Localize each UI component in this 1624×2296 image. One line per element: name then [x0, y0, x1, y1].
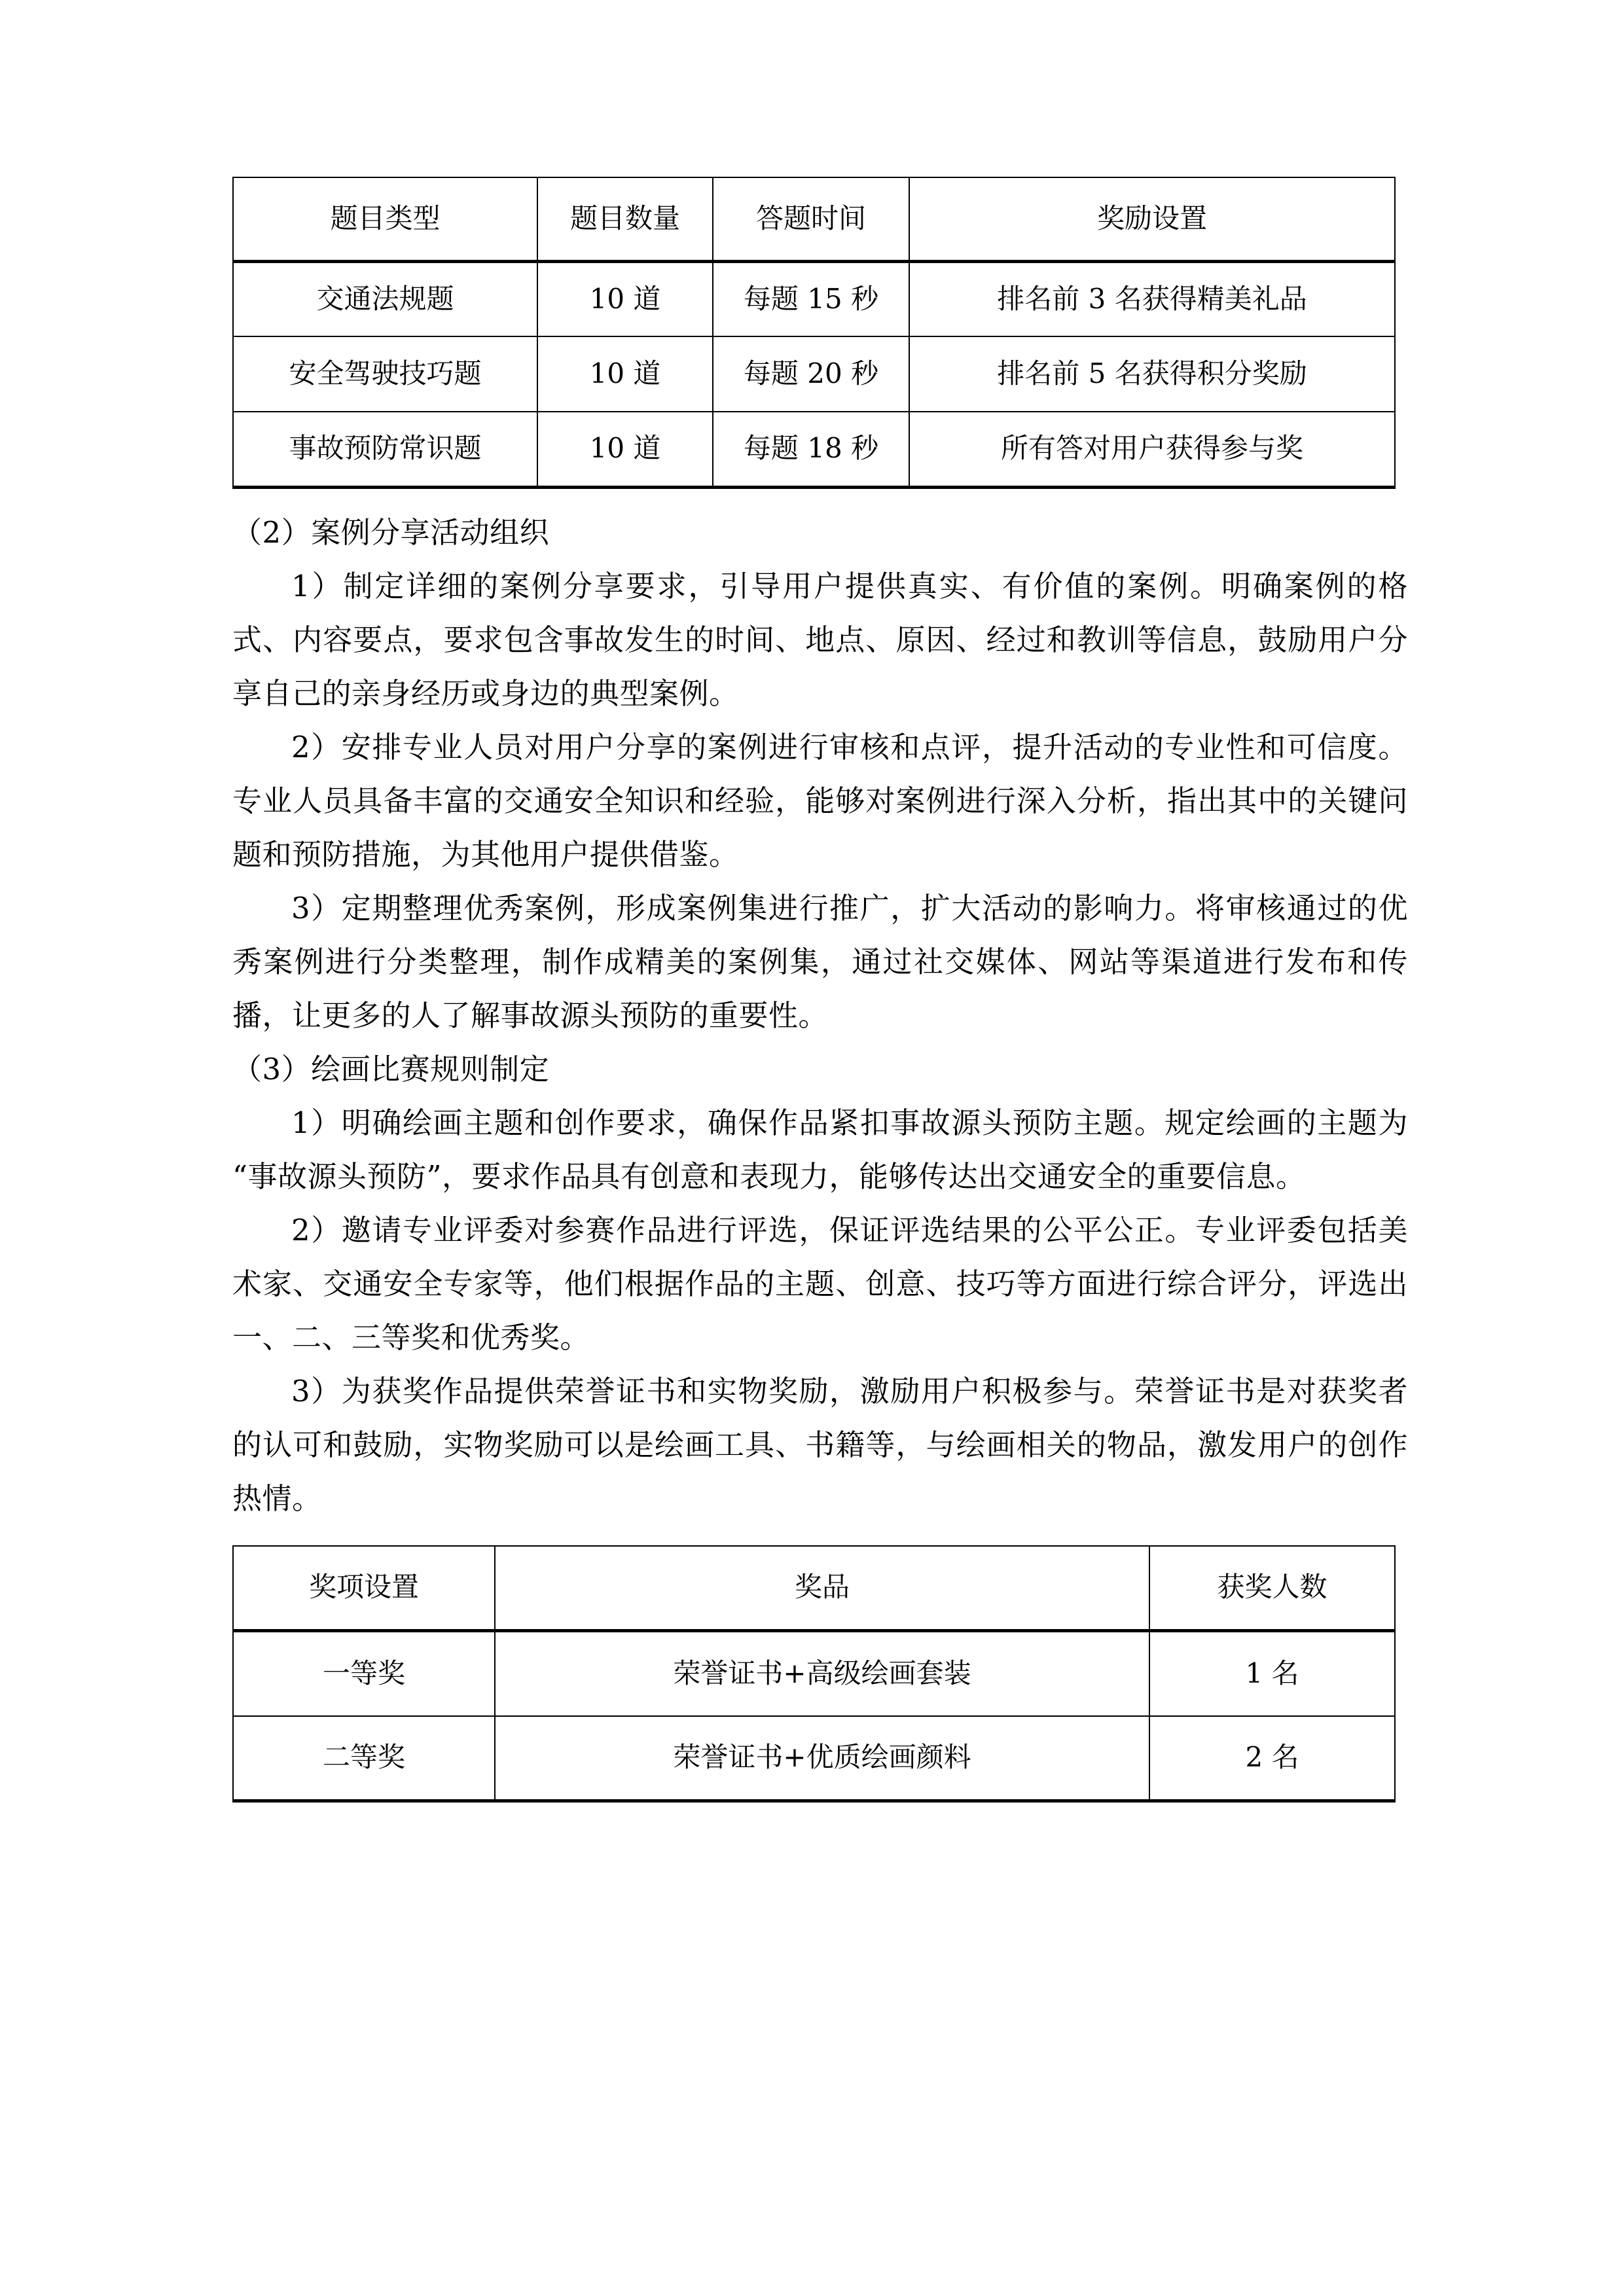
cell-question-count: 10 道: [537, 261, 713, 336]
prize-settings-table: [232, 1545, 1396, 1803]
cell-question-type: 安全驾驶技巧题: [233, 336, 537, 412]
cell-question-type: 交通法规题: [233, 261, 537, 336]
table-row: [233, 1716, 1395, 1801]
section-item-painting-contest-1: 1）明确绘画主题和创作要求，确保作品紧扣事故源头预防主题。规定绘画的主题为“事故源头预防”，要求作品具有创意和表现力，能够传达出交通安全的重要信息。: [232, 1105, 1408, 1194]
cell-question-type: 事故预防常识题: [233, 412, 537, 487]
table-row: [233, 412, 1395, 487]
spacer: [232, 489, 1408, 506]
section-item-case-sharing-2: 2）安排专业人员对用户分享的案例进行审核和点评，提升活动的专业性和可信度。专业人员具备丰富的交通安全知识和经验，能够对案例进行深入分析，指出其中的关键问题和预防措施，为其他用户提供借鉴。: [232, 729, 1408, 872]
cell-winner-count: 2 名: [1149, 1716, 1395, 1801]
cell-prize: 荣誉证书+优质绘画颜料: [495, 1716, 1149, 1801]
column-header-winner-count: 获奖人数: [1149, 1546, 1395, 1631]
table-header-row: [233, 1546, 1395, 1631]
column-header-prize: 奖品: [495, 1546, 1149, 1631]
cell-award-level: 一等奖: [233, 1631, 495, 1716]
column-header-question-type: 题目类型: [233, 177, 537, 261]
section-heading-painting-contest: （3）绘画比赛规则制定: [232, 1051, 550, 1086]
table-row: [233, 261, 1395, 336]
cell-answer-time: 每题 15 秒: [713, 261, 909, 336]
cell-winner-count: 1 名: [1149, 1631, 1395, 1716]
cell-prize: 荣誉证书+高级绘画套装: [495, 1631, 1149, 1716]
cell-answer-time: 每题 20 秒: [713, 336, 909, 412]
cell-answer-time: 每题 18 秒: [713, 412, 909, 487]
cell-reward-setting: 排名前 3 名获得精美礼品: [909, 261, 1395, 336]
cell-question-count: 10 道: [537, 412, 713, 487]
section-item-painting-contest-2: 2）邀请专业评委对参赛作品进行评选，保证评选结果的公平公正。专业评委包括美术家、交通安全专家等，他们根据作品的主题、创意、技巧等方面进行综合评分，评选出一、二、三等奖和优秀奖。: [232, 1212, 1408, 1355]
cell-question-count: 10 道: [537, 336, 713, 412]
cell-reward-setting: 所有答对用户获得参与奖: [909, 412, 1395, 487]
column-header-award-level: 奖项设置: [233, 1546, 495, 1631]
section-item-case-sharing-1: 1）制定详细的案例分享要求，引导用户提供真实、有价值的案例。明确案例的格式、内容要点，要求包含事故发生的时间、地点、原因、经过和教训等信息，鼓励用户分享自己的亲身经历或身边的典型案例。: [232, 568, 1408, 711]
spacer: [232, 1526, 1408, 1545]
section-heading-case-sharing: （2）案例分享活动组织: [232, 514, 550, 550]
table-header-row: [233, 177, 1395, 261]
table-row: [233, 1631, 1395, 1716]
table-row: [233, 336, 1395, 412]
column-header-answer-time: 答题时间: [713, 177, 909, 261]
section-item-painting-contest-3: 3）为获奖作品提供荣誉证书和实物奖励，激励用户积极参与。荣誉证书是对获奖者的认可和鼓励，实物奖励可以是绘画工具、书籍等，与绘画相关的物品，激发用户的创作热情。: [232, 1373, 1408, 1516]
column-header-reward-setting: 奖励设置: [909, 177, 1395, 261]
section-item-case-sharing-3: 3）定期整理优秀案例，形成案例集进行推广，扩大活动的影响力。将审核通过的优秀案例进行分类整理，制作成精美的案例集，通过社交媒体、网站等渠道进行发布和传播，让更多的人了解事故源头预防的重要性。: [232, 890, 1408, 1033]
cell-award-level: 二等奖: [233, 1716, 495, 1801]
quiz-settings-table: [232, 177, 1396, 489]
cell-reward-setting: 排名前 5 名获得积分奖励: [909, 336, 1395, 412]
column-header-question-count: 题目数量: [537, 177, 713, 261]
